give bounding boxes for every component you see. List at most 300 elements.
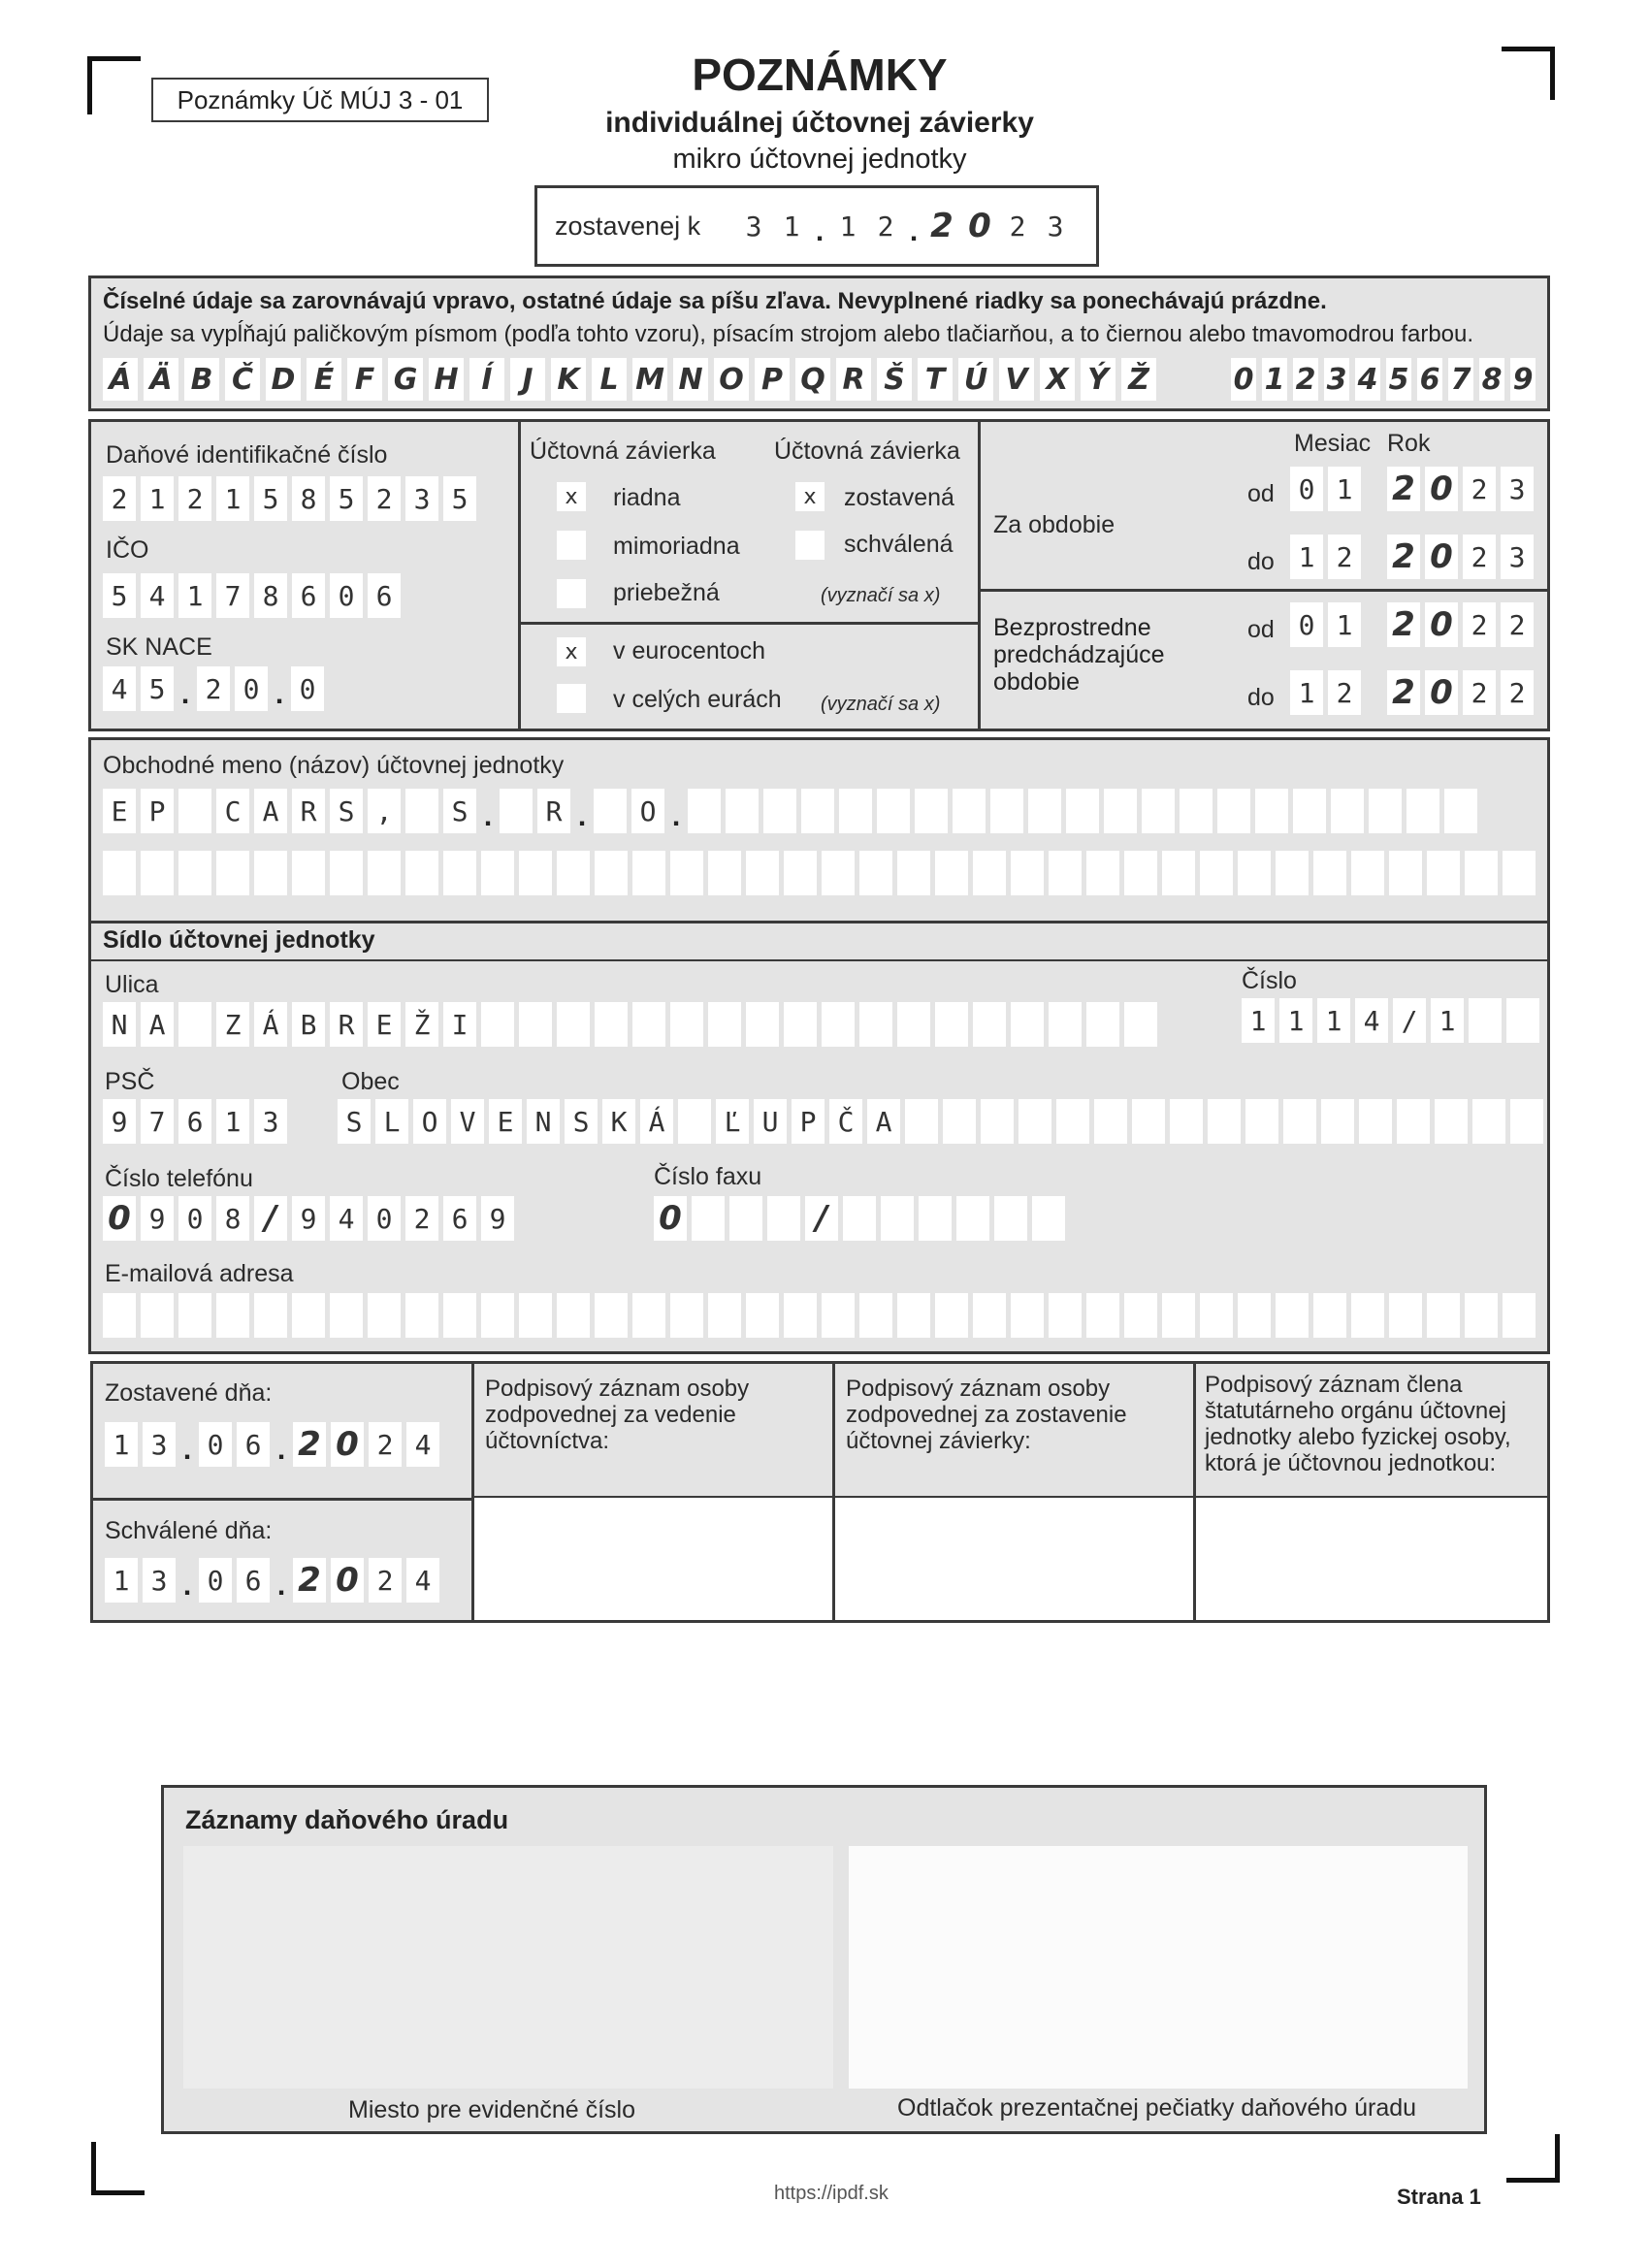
char-cell[interactable]: [905, 1099, 938, 1144]
char-cell[interactable]: [1018, 1099, 1051, 1144]
char-cell[interactable]: 6: [443, 1196, 476, 1241]
previous-from-month[interactable]: [1290, 602, 1366, 647]
char-cell[interactable]: 3: [143, 1422, 176, 1467]
eur-checkbox[interactable]: [557, 684, 586, 713]
char-cell[interactable]: Á: [254, 1002, 287, 1047]
char-cell[interactable]: [178, 789, 211, 833]
eurocent-checkbox[interactable]: x: [557, 637, 586, 666]
char-cell[interactable]: 0: [654, 1196, 687, 1241]
char-cell[interactable]: [1506, 998, 1539, 1043]
priebezna-checkbox[interactable]: [557, 579, 586, 608]
char-cell[interactable]: 0: [199, 1558, 232, 1603]
char-cell[interactable]: 2: [1387, 467, 1420, 511]
char-cell[interactable]: 0: [1290, 602, 1323, 647]
char-cell[interactable]: [1389, 1293, 1422, 1338]
char-cell[interactable]: 4: [330, 1196, 363, 1241]
char-cell[interactable]: 4: [141, 573, 174, 618]
char-cell[interactable]: 7: [216, 573, 249, 618]
char-cell[interactable]: /: [254, 1196, 287, 1241]
char-cell[interactable]: A: [254, 789, 287, 833]
char-cell[interactable]: 0: [368, 1196, 401, 1241]
char-cell[interactable]: [178, 1293, 211, 1338]
char-cell[interactable]: [1331, 789, 1364, 833]
char-cell[interactable]: [1162, 1293, 1195, 1338]
char-cell[interactable]: [1132, 1099, 1165, 1144]
char-cell[interactable]: 9: [292, 1196, 325, 1241]
char-cell[interactable]: [1276, 851, 1309, 895]
char-cell[interactable]: [595, 1293, 628, 1338]
char-cell[interactable]: [216, 851, 249, 895]
char-cell[interactable]: [103, 851, 136, 895]
char-cell[interactable]: 2: [1463, 467, 1496, 511]
char-cell[interactable]: 0: [331, 1422, 364, 1467]
char-cell[interactable]: [500, 789, 533, 833]
char-cell[interactable]: [1406, 789, 1439, 833]
char-cell[interactable]: 1: [831, 204, 864, 248]
char-cell[interactable]: R: [292, 789, 325, 833]
char-cell[interactable]: [632, 1002, 665, 1047]
char-cell[interactable]: [1321, 1099, 1354, 1144]
char-cell[interactable]: Ľ: [716, 1099, 749, 1144]
char-cell[interactable]: [178, 851, 211, 895]
char-cell[interactable]: 1: [1290, 535, 1323, 579]
char-cell[interactable]: [935, 851, 968, 895]
char-cell[interactable]: [1200, 851, 1233, 895]
street-number-field[interactable]: [1242, 998, 1544, 1043]
char-cell[interactable]: [1200, 1293, 1233, 1338]
char-cell[interactable]: 4: [1355, 998, 1388, 1043]
char-cell[interactable]: [859, 1293, 892, 1338]
char-cell[interactable]: [670, 1002, 703, 1047]
char-cell[interactable]: 1: [1242, 998, 1275, 1043]
char-cell[interactable]: [729, 1196, 762, 1241]
char-cell[interactable]: [103, 1293, 136, 1338]
char-cell[interactable]: [1086, 1293, 1119, 1338]
char-cell[interactable]: 0: [1425, 535, 1458, 579]
char-cell[interactable]: [1049, 1002, 1082, 1047]
char-cell[interactable]: 1: [1290, 670, 1323, 715]
char-cell[interactable]: R: [330, 1002, 363, 1047]
dic-field[interactable]: [103, 476, 481, 521]
char-cell[interactable]: [919, 1196, 952, 1241]
char-cell[interactable]: [1056, 1099, 1089, 1144]
char-cell[interactable]: [990, 789, 1023, 833]
char-cell[interactable]: 0: [103, 1196, 136, 1241]
char-cell[interactable]: [1124, 851, 1157, 895]
char-cell[interactable]: [1359, 1099, 1392, 1144]
char-cell[interactable]: 5: [141, 666, 174, 711]
char-cell[interactable]: [1427, 1293, 1460, 1338]
char-cell[interactable]: 1: [105, 1558, 138, 1603]
char-cell[interactable]: [481, 1002, 514, 1047]
char-cell[interactable]: 0: [1290, 467, 1323, 511]
char-cell[interactable]: [897, 851, 930, 895]
char-cell[interactable]: [1049, 1293, 1082, 1338]
char-cell[interactable]: P: [792, 1099, 824, 1144]
char-cell[interactable]: [632, 1293, 665, 1338]
char-cell[interactable]: [1427, 851, 1460, 895]
char-cell[interactable]: 1: [1279, 998, 1312, 1043]
char-cell[interactable]: [670, 851, 703, 895]
char-cell[interactable]: 2: [1501, 602, 1534, 647]
char-cell[interactable]: 8: [292, 476, 325, 521]
char-cell[interactable]: 3: [1501, 467, 1534, 511]
char-cell[interactable]: 3: [405, 476, 438, 521]
char-cell[interactable]: [767, 1196, 800, 1241]
char-cell[interactable]: 2: [1463, 670, 1496, 715]
char-cell[interactable]: 5: [443, 476, 476, 521]
char-cell[interactable]: [1011, 1293, 1044, 1338]
char-cell[interactable]: 1: [775, 204, 808, 248]
char-cell[interactable]: [557, 1293, 590, 1338]
previous-to-month[interactable]: [1290, 670, 1366, 715]
char-cell[interactable]: Č: [829, 1099, 862, 1144]
char-cell[interactable]: 0: [235, 666, 268, 711]
char-cell[interactable]: 2: [1463, 602, 1496, 647]
char-cell[interactable]: 0: [1425, 467, 1458, 511]
char-cell[interactable]: [1472, 1099, 1505, 1144]
char-cell[interactable]: 9: [141, 1196, 174, 1241]
char-cell[interactable]: [368, 851, 401, 895]
char-cell[interactable]: [632, 851, 665, 895]
char-cell[interactable]: [1011, 1002, 1044, 1047]
char-cell[interactable]: [994, 1196, 1027, 1241]
char-cell[interactable]: [801, 789, 834, 833]
char-cell[interactable]: 2: [197, 666, 230, 711]
char-cell[interactable]: 2: [405, 1196, 438, 1241]
char-cell[interactable]: [877, 789, 910, 833]
char-cell[interactable]: R: [537, 789, 570, 833]
char-cell[interactable]: [1276, 1293, 1309, 1338]
char-cell[interactable]: [881, 1196, 914, 1241]
char-cell[interactable]: 1: [141, 476, 174, 521]
char-cell[interactable]: S: [443, 789, 476, 833]
char-cell[interactable]: [822, 1002, 855, 1047]
char-cell[interactable]: [557, 851, 590, 895]
char-cell[interactable]: 2: [178, 476, 211, 521]
char-cell[interactable]: [254, 851, 287, 895]
char-cell[interactable]: [708, 1002, 741, 1047]
char-cell[interactable]: [1124, 1293, 1157, 1338]
signature-accounting-field[interactable]: [477, 1500, 830, 1618]
char-cell[interactable]: 6: [368, 573, 401, 618]
previous-to-year[interactable]: [1387, 670, 1538, 715]
nace-field[interactable]: [103, 666, 329, 711]
current-from-month[interactable]: [1290, 467, 1366, 511]
char-cell[interactable]: 0: [178, 1196, 211, 1241]
char-cell[interactable]: [935, 1002, 968, 1047]
char-cell[interactable]: 2: [1463, 535, 1496, 579]
char-cell[interactable]: [763, 789, 796, 833]
entity-name-row-1[interactable]: [103, 789, 1482, 833]
char-cell[interactable]: 6: [237, 1422, 270, 1467]
char-cell[interactable]: [1011, 851, 1044, 895]
char-cell[interactable]: [897, 1293, 930, 1338]
char-cell[interactable]: Z: [216, 1002, 249, 1047]
char-cell[interactable]: [1217, 789, 1250, 833]
char-cell[interactable]: [1255, 789, 1288, 833]
char-cell[interactable]: [670, 1293, 703, 1338]
char-cell[interactable]: [1094, 1099, 1127, 1144]
char-cell[interactable]: 1: [1328, 467, 1361, 511]
char-cell[interactable]: 2: [1501, 670, 1534, 715]
char-cell[interactable]: 0: [1425, 602, 1458, 647]
char-cell[interactable]: [595, 1002, 628, 1047]
char-cell[interactable]: 4: [406, 1558, 439, 1603]
char-cell[interactable]: [1389, 851, 1422, 895]
char-cell[interactable]: 2: [1387, 535, 1420, 579]
char-cell[interactable]: [746, 851, 779, 895]
char-cell[interactable]: [178, 1002, 211, 1047]
char-cell[interactable]: [1313, 1293, 1346, 1338]
signature-compilation-field[interactable]: [838, 1500, 1191, 1618]
fax-field[interactable]: [654, 1196, 1070, 1241]
char-cell[interactable]: [1293, 789, 1326, 833]
char-cell[interactable]: [1086, 1002, 1119, 1047]
char-cell[interactable]: O: [413, 1099, 446, 1144]
char-cell[interactable]: [254, 1293, 287, 1338]
char-cell[interactable]: [1503, 851, 1536, 895]
char-cell[interactable]: 2: [368, 476, 401, 521]
char-cell[interactable]: 2: [1001, 204, 1034, 248]
char-cell[interactable]: 1: [105, 1422, 138, 1467]
char-cell[interactable]: [973, 1293, 1006, 1338]
char-cell[interactable]: E: [103, 789, 136, 833]
char-cell[interactable]: [784, 1002, 817, 1047]
char-cell[interactable]: [746, 1293, 779, 1338]
entity-name-row-2[interactable]: [103, 851, 1540, 895]
char-cell[interactable]: [1465, 851, 1498, 895]
char-cell[interactable]: [443, 851, 476, 895]
char-cell[interactable]: C: [216, 789, 249, 833]
riadna-checkbox[interactable]: x: [557, 482, 586, 511]
char-cell[interactable]: [822, 851, 855, 895]
char-cell[interactable]: 2: [1387, 602, 1420, 647]
char-cell[interactable]: [708, 851, 741, 895]
char-cell[interactable]: 9: [481, 1196, 514, 1241]
char-cell[interactable]: 2: [369, 1422, 402, 1467]
char-cell[interactable]: [784, 851, 817, 895]
ico-field[interactable]: [103, 573, 405, 618]
char-cell[interactable]: A: [867, 1099, 900, 1144]
char-cell[interactable]: 1: [216, 476, 249, 521]
char-cell[interactable]: N: [527, 1099, 560, 1144]
char-cell[interactable]: [1049, 851, 1082, 895]
char-cell[interactable]: 1: [1317, 998, 1350, 1043]
psc-field[interactable]: [103, 1099, 292, 1144]
char-cell[interactable]: 8: [216, 1196, 249, 1241]
char-cell[interactable]: 0: [199, 1422, 232, 1467]
char-cell[interactable]: [1028, 789, 1061, 833]
char-cell[interactable]: O: [631, 789, 664, 833]
char-cell[interactable]: [1435, 1099, 1468, 1144]
char-cell[interactable]: 2: [1387, 670, 1420, 715]
char-cell[interactable]: 1: [178, 573, 211, 618]
char-cell[interactable]: 8: [254, 573, 287, 618]
char-cell[interactable]: [1086, 851, 1119, 895]
char-cell[interactable]: [1170, 1099, 1203, 1144]
char-cell[interactable]: [1465, 1293, 1498, 1338]
char-cell[interactable]: [405, 1293, 438, 1338]
char-cell[interactable]: [981, 1099, 1014, 1144]
char-cell[interactable]: [557, 1002, 590, 1047]
char-cell[interactable]: [1510, 1099, 1543, 1144]
char-cell[interactable]: 5: [254, 476, 287, 521]
char-cell[interactable]: 2: [869, 204, 902, 248]
char-cell[interactable]: [481, 1293, 514, 1338]
char-cell[interactable]: K: [602, 1099, 635, 1144]
schvalena-checkbox[interactable]: [795, 531, 824, 560]
char-cell[interactable]: [915, 789, 948, 833]
char-cell[interactable]: P: [141, 789, 174, 833]
char-cell[interactable]: [1208, 1099, 1241, 1144]
char-cell[interactable]: 7: [141, 1099, 174, 1144]
char-cell[interactable]: [330, 851, 363, 895]
char-cell[interactable]: 2: [1328, 670, 1361, 715]
char-cell[interactable]: [843, 1196, 876, 1241]
char-cell[interactable]: [935, 1293, 968, 1338]
char-cell[interactable]: 2: [369, 1558, 402, 1603]
char-cell[interactable]: [405, 851, 438, 895]
street-field[interactable]: [103, 1002, 1162, 1047]
char-cell[interactable]: [1238, 851, 1271, 895]
char-cell[interactable]: [688, 789, 721, 833]
char-cell[interactable]: [956, 1196, 989, 1241]
char-cell[interactable]: [1444, 789, 1477, 833]
char-cell[interactable]: [973, 851, 1006, 895]
char-cell[interactable]: E: [489, 1099, 522, 1144]
char-cell[interactable]: [1162, 851, 1195, 895]
char-cell[interactable]: [519, 1002, 552, 1047]
char-cell[interactable]: [953, 789, 986, 833]
current-to-year[interactable]: [1387, 535, 1538, 579]
char-cell[interactable]: 2: [103, 476, 136, 521]
zostavena-checkbox[interactable]: x: [795, 482, 824, 511]
char-cell[interactable]: [1369, 789, 1402, 833]
char-cell[interactable]: [292, 851, 325, 895]
current-from-year[interactable]: [1387, 467, 1538, 511]
char-cell[interactable]: [216, 1293, 249, 1338]
char-cell[interactable]: [746, 1002, 779, 1047]
char-cell[interactable]: [822, 1293, 855, 1338]
char-cell[interactable]: L: [375, 1099, 408, 1144]
signature-statutory-field[interactable]: [1199, 1500, 1546, 1618]
char-cell[interactable]: 0: [291, 666, 324, 711]
char-cell[interactable]: 4: [406, 1422, 439, 1467]
char-cell[interactable]: B: [292, 1002, 325, 1047]
char-cell[interactable]: [708, 1293, 741, 1338]
char-cell[interactable]: [678, 1099, 711, 1144]
previous-from-year[interactable]: [1387, 602, 1538, 647]
char-cell[interactable]: A: [141, 1002, 174, 1047]
char-cell[interactable]: [1104, 789, 1137, 833]
char-cell[interactable]: [859, 851, 892, 895]
char-cell[interactable]: ,: [368, 789, 401, 833]
char-cell[interactable]: Á: [640, 1099, 673, 1144]
char-cell[interactable]: U: [754, 1099, 787, 1144]
char-cell[interactable]: N: [103, 1002, 136, 1047]
char-cell[interactable]: [1469, 998, 1502, 1043]
char-cell[interactable]: [1066, 789, 1099, 833]
char-cell[interactable]: [1180, 789, 1212, 833]
char-cell[interactable]: 5: [103, 573, 136, 618]
char-cell[interactable]: [1245, 1099, 1278, 1144]
char-cell[interactable]: 6: [292, 573, 325, 618]
char-cell[interactable]: [692, 1196, 725, 1241]
char-cell[interactable]: 6: [237, 1558, 270, 1603]
char-cell[interactable]: 2: [293, 1558, 326, 1603]
char-cell[interactable]: Ž: [405, 1002, 438, 1047]
char-cell[interactable]: [859, 1002, 892, 1047]
char-cell[interactable]: [1313, 851, 1346, 895]
char-cell[interactable]: [839, 789, 872, 833]
char-cell[interactable]: [897, 1002, 930, 1047]
char-cell[interactable]: I: [443, 1002, 476, 1047]
char-cell[interactable]: 2: [1328, 535, 1361, 579]
char-cell[interactable]: 5: [330, 476, 363, 521]
char-cell[interactable]: [973, 1002, 1006, 1047]
char-cell[interactable]: 0: [331, 1558, 364, 1603]
char-cell[interactable]: 2: [293, 1422, 326, 1467]
char-cell[interactable]: 6: [178, 1099, 211, 1144]
char-cell[interactable]: [368, 1293, 401, 1338]
approved-on-date[interactable]: [105, 1558, 444, 1603]
char-cell[interactable]: 1: [1431, 998, 1464, 1043]
email-field[interactable]: [103, 1293, 1540, 1338]
char-cell[interactable]: [1032, 1196, 1065, 1241]
char-cell[interactable]: /: [805, 1196, 838, 1241]
char-cell[interactable]: S: [565, 1099, 598, 1144]
phone-field[interactable]: [103, 1196, 519, 1241]
char-cell[interactable]: [519, 1293, 552, 1338]
char-cell[interactable]: [1397, 1099, 1430, 1144]
char-cell[interactable]: 0: [963, 204, 996, 248]
char-cell[interactable]: 4: [103, 666, 136, 711]
char-cell[interactable]: 1: [216, 1099, 249, 1144]
char-cell[interactable]: [1351, 851, 1384, 895]
char-cell[interactable]: [1142, 789, 1175, 833]
char-cell[interactable]: [1124, 1002, 1157, 1047]
char-cell[interactable]: [141, 851, 174, 895]
char-cell[interactable]: [595, 851, 628, 895]
char-cell[interactable]: [784, 1293, 817, 1338]
char-cell[interactable]: [141, 1293, 174, 1338]
char-cell[interactable]: 1: [1328, 602, 1361, 647]
char-cell[interactable]: 3: [1501, 535, 1534, 579]
char-cell[interactable]: [519, 851, 552, 895]
char-cell[interactable]: [292, 1293, 325, 1338]
char-cell[interactable]: 0: [330, 573, 363, 618]
char-cell[interactable]: [1238, 1293, 1271, 1338]
char-cell[interactable]: [1503, 1293, 1536, 1338]
char-cell[interactable]: 2: [925, 204, 958, 248]
char-cell[interactable]: 3: [1039, 204, 1072, 248]
char-cell[interactable]: [481, 851, 514, 895]
char-cell[interactable]: S: [330, 789, 363, 833]
char-cell[interactable]: S: [338, 1099, 371, 1144]
char-cell[interactable]: 9: [103, 1099, 136, 1144]
mimoriadna-checkbox[interactable]: [557, 531, 586, 560]
char-cell[interactable]: 3: [254, 1099, 287, 1144]
char-cell[interactable]: V: [451, 1099, 484, 1144]
char-cell[interactable]: 3: [143, 1558, 176, 1603]
char-cell[interactable]: [943, 1099, 976, 1144]
char-cell[interactable]: /: [1393, 998, 1426, 1043]
char-cell[interactable]: 3: [737, 204, 770, 248]
current-to-month[interactable]: [1290, 535, 1366, 579]
char-cell[interactable]: [1351, 1293, 1384, 1338]
char-cell[interactable]: [330, 1293, 363, 1338]
